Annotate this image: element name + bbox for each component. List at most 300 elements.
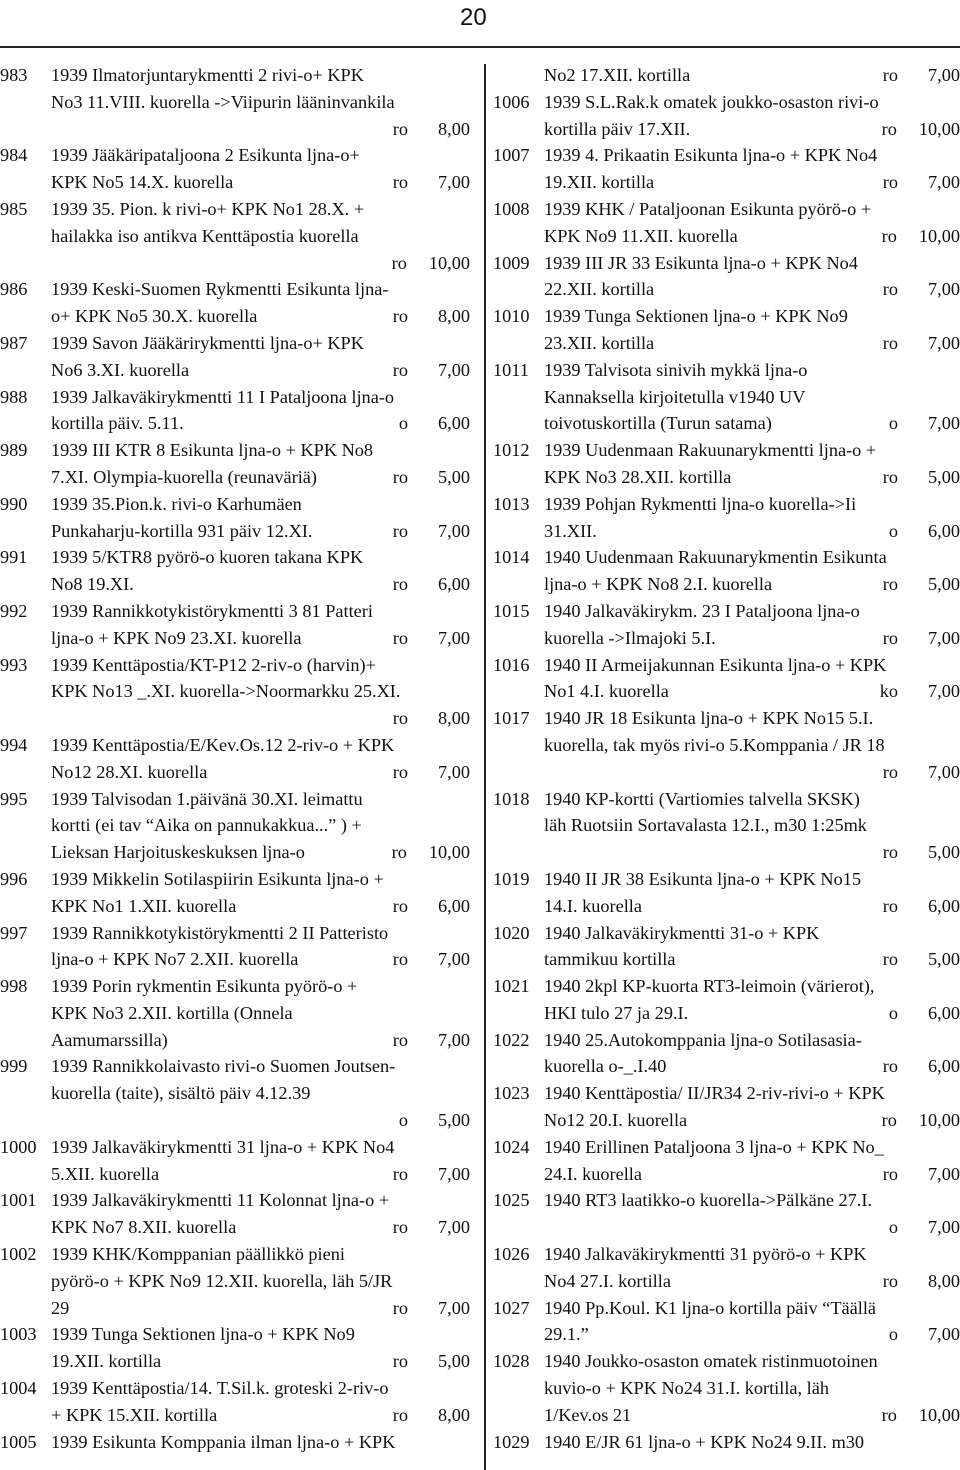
catalog-entry (0, 142, 470, 196)
entry-number: 986 (0, 279, 28, 300)
catalog-entry (493, 920, 960, 974)
entry-line-text: No6 3.XI. kuorella (51, 359, 190, 380)
entry-line-text: 1939 Pohjan Rykmentti ljna-o kuorella->Ii (544, 493, 857, 514)
catalog-entry (0, 330, 470, 384)
condition-code: ro (882, 842, 898, 863)
entry-description (51, 1429, 470, 1456)
entry-price (393, 1402, 470, 1429)
entry-price (880, 678, 960, 705)
entry-price (889, 410, 960, 437)
left-column (0, 62, 470, 1455)
entry-price (882, 223, 960, 250)
entry-line (544, 276, 960, 303)
catalog-entry (493, 1429, 960, 1456)
catalog-entry (493, 598, 960, 652)
price-value: 10,00 (428, 842, 470, 863)
entry-line (51, 1080, 470, 1107)
entry-line-text: 1940 II Armeijakunnan Esikunta ljna-o + KPK (544, 654, 887, 675)
entry-line (544, 866, 960, 893)
entry-price (393, 116, 470, 143)
entry-price (889, 1321, 960, 1348)
entry-description (544, 1429, 960, 1456)
entry-line (51, 518, 470, 545)
entry-number: 991 (0, 547, 28, 568)
catalog-entry (0, 1321, 470, 1375)
price-value: 5,00 (438, 466, 470, 487)
condition-code: o (398, 413, 408, 434)
entry-price (393, 1161, 470, 1188)
entry-line (544, 1402, 960, 1429)
catalog-entry (493, 1134, 960, 1188)
condition-code: ro (882, 1056, 898, 1077)
entry-line-text: 1939 Rannikkotykistörykmentti 3 81 Patteri (51, 600, 373, 621)
catalog-entry (0, 276, 470, 330)
catalog-entry (493, 1241, 960, 1295)
entry-line (51, 89, 470, 116)
condition-code: ro (881, 1110, 897, 1131)
entry-line-text: 1939 Savon Jääkärirykmentti ljna-o+ KPK (51, 332, 364, 353)
price-value: 7,00 (438, 627, 470, 648)
entry-line-text: 1939 Jalkaväkirykmentti 31 ljna-o + KPK No4 (51, 1136, 395, 1157)
entry-line-text: 1940 2kpl KP-kuorta RT3-leimoin (värierot), (544, 976, 875, 997)
entry-line (51, 759, 470, 786)
entry-line (544, 1348, 960, 1375)
entry-price (393, 571, 470, 598)
entry-number: 990 (0, 493, 28, 514)
entry-description (51, 652, 470, 732)
price-value: 7,00 (928, 413, 960, 434)
entry-line (544, 196, 960, 223)
price-value: 10,00 (918, 118, 960, 139)
entry-line (544, 384, 960, 411)
catalog-entry (0, 786, 470, 866)
entry-price (883, 1161, 960, 1188)
entry-line (51, 276, 470, 303)
entry-line (544, 544, 960, 571)
entry-line (544, 946, 960, 973)
price-value: 10,00 (918, 225, 960, 246)
entry-line-text: 1940 Kenttäpostia/ II/JR34 2-riv-rivi-o + KPK (544, 1083, 885, 1104)
entry-number: 1004 (0, 1378, 37, 1399)
entry-line (51, 1241, 470, 1268)
catalog-entry (493, 1187, 960, 1241)
page-number: 20 (460, 4, 487, 31)
entry-price (889, 518, 960, 545)
entry-description (544, 973, 960, 1027)
entry-number: 994 (0, 734, 28, 755)
entry-line (544, 571, 960, 598)
entry-price (393, 759, 470, 786)
entry-line-text: KPK No1 1.XII. kuorella (51, 895, 237, 916)
entry-number: 1002 (0, 1244, 37, 1265)
entry-price (392, 250, 470, 277)
price-value: 7,00 (928, 761, 960, 782)
price-value: 7,00 (438, 1217, 470, 1238)
catalog-entry (493, 357, 960, 437)
entry-line (544, 893, 960, 920)
entry-description (544, 142, 960, 196)
header-rule (0, 46, 960, 48)
entry-line-text: kortilla päiv 17.XII. (544, 118, 691, 139)
entry-price (883, 464, 960, 491)
catalog-entry (493, 437, 960, 491)
entry-price (393, 1214, 470, 1241)
price-value: 6,00 (438, 413, 470, 434)
condition-code: ro (392, 466, 408, 487)
catalog-entry (493, 1027, 960, 1081)
entry-line (51, 544, 470, 571)
entry-description (544, 1348, 960, 1428)
entry-number: 996 (0, 868, 28, 889)
entry-line-text: kuorella o-_.I.40 (544, 1056, 667, 1077)
entry-line (51, 303, 470, 330)
entry-line-text: Aamumarssilla) (51, 1029, 168, 1050)
entry-line-text: No2 17.XII. kortilla (544, 65, 691, 85)
entry-price (883, 1053, 960, 1080)
price-value: 7,00 (438, 1029, 470, 1050)
entry-line (544, 142, 960, 169)
entry-line-text: 1939 Keski-Suomen Rykmentti Esikunta ljna- (51, 279, 389, 300)
entry-price (399, 410, 470, 437)
entry-number: 1014 (493, 547, 530, 568)
entry-line (51, 839, 470, 866)
entry-number: 988 (0, 386, 28, 407)
entry-line (544, 116, 960, 143)
condition-code: o (888, 1002, 898, 1023)
entry-description (544, 89, 960, 143)
entry-price (883, 893, 960, 920)
entry-price (883, 839, 960, 866)
price-value: 6,00 (438, 574, 470, 595)
price-value: 7,00 (438, 520, 470, 541)
catalog-entry (493, 491, 960, 545)
condition-code: o (888, 1324, 898, 1345)
entry-line-text: 1940 Pp.Koul. K1 ljna-o kortilla päiv “Täällä (544, 1297, 877, 1318)
entry-number: 1013 (493, 493, 530, 514)
catalog-entry (0, 973, 470, 1053)
entry-price (882, 1402, 960, 1429)
condition-code: ro (881, 118, 897, 139)
entry-line-text: 1940 Uudenmaan Rakuunarykmentin Esikunta (544, 547, 887, 568)
entry-number: 1015 (493, 600, 530, 621)
entry-line (51, 142, 470, 169)
entry-line-text: HKI tulo 27 ja 29.I. (544, 1002, 689, 1023)
entry-line-text: 1939 Kenttäpostia/14. T.Sil.k. groteski 2-riv-o (51, 1378, 389, 1399)
entry-description (544, 866, 960, 920)
entry-description (544, 1241, 960, 1295)
entry-description (51, 196, 470, 276)
price-value: 7,00 (438, 1163, 470, 1184)
entry-line (51, 1375, 470, 1402)
entry-number: 989 (0, 440, 28, 461)
entry-line (544, 330, 960, 357)
entry-line (51, 1295, 470, 1322)
price-value: 7,00 (928, 172, 960, 193)
condition-code: o (888, 520, 898, 541)
entry-line (51, 1402, 470, 1429)
entry-price (883, 330, 960, 357)
entry-price (393, 705, 470, 732)
entry-line (544, 1134, 960, 1161)
entry-line (544, 1027, 960, 1054)
entry-line (544, 1000, 960, 1027)
entry-number: 1012 (493, 440, 530, 461)
entry-description (544, 1295, 960, 1349)
catalog-entry (0, 652, 470, 732)
condition-code: o (398, 1110, 408, 1131)
price-value: 5,00 (928, 949, 960, 970)
price-value: 7,00 (928, 65, 960, 85)
condition-code: ro (881, 1404, 897, 1425)
catalog-entry (0, 1134, 470, 1188)
catalog-entry (493, 652, 960, 706)
entry-number: 1017 (493, 708, 530, 729)
entry-line (51, 973, 470, 1000)
catalog-entry (493, 89, 960, 143)
entry-line-text: 1940 Jalkaväkirykm. 23 I Pataljoona ljna-o (544, 600, 860, 621)
entry-line (51, 1027, 470, 1054)
entry-line-text: 1939 III KTR 8 Esikunta ljna-o + KPK No8 (51, 440, 374, 461)
condition-code: ro (392, 708, 408, 729)
entry-description (51, 544, 470, 598)
entry-description (544, 62, 960, 89)
entry-price (883, 571, 960, 598)
entry-line (51, 1321, 470, 1348)
entry-line-text: 1939 35. Pion. k rivi-o+ KPK No1 28.X. + (51, 198, 365, 219)
entry-line (51, 1161, 470, 1188)
entry-line-text: 5.XII. kuorella (51, 1163, 160, 1184)
entry-number: 1006 (493, 91, 530, 112)
entry-number: 995 (0, 788, 28, 809)
entry-line (544, 678, 960, 705)
entry-line (544, 1295, 960, 1322)
condition-code: ro (392, 1297, 408, 1318)
entry-line-text: KPK No5 14.X. kuorella (51, 172, 234, 193)
entry-line-text: 23.XII. kortilla (544, 332, 655, 353)
entry-description (544, 652, 960, 706)
entry-line-text: 1940 E/JR 61 ljna-o + KPK No24 9.II. m30 (544, 1431, 865, 1452)
catalog-entry (0, 1429, 470, 1456)
catalog-entry (493, 786, 960, 866)
entry-line-text: + KPK 15.XII. kortilla (51, 1404, 218, 1425)
condition-code: ko (879, 681, 898, 702)
condition-code: ro (881, 225, 897, 246)
entry-line-text: 29 (51, 1297, 70, 1318)
entry-line-text: KPK No3 2.XII. kortilla (Onnela (51, 1002, 293, 1023)
price-value: 6,00 (928, 1002, 960, 1023)
entry-line-text: No12 20.I. kuorella (544, 1110, 688, 1131)
entry-line (51, 357, 470, 384)
entry-line (51, 678, 470, 705)
entry-description (51, 1053, 470, 1133)
entry-price (883, 169, 960, 196)
entry-line-text: 14.I. kuorella (544, 895, 642, 916)
entry-line-text: hailakka iso antikva Kenttäpostia kuorella (51, 225, 359, 246)
entry-number: 999 (0, 1056, 28, 1077)
entry-line (51, 1214, 470, 1241)
entry-line-text: 1939 KHK / Pataljoonan Esikunta pyörö-o + (544, 198, 872, 219)
price-value: 7,00 (438, 1297, 470, 1318)
condition-code: ro (392, 172, 408, 193)
entry-description (544, 1080, 960, 1134)
entry-line-text: 1939 III JR 33 Esikunta ljna-o + KPK No4 (544, 252, 858, 273)
entry-line-text: 31.XII. (544, 520, 597, 541)
entry-line-text: läh Ruotsiin Sortavalasta 12.I., m30 1:25mk (544, 815, 867, 836)
entry-line-text: 19.XII. kortilla (544, 172, 655, 193)
entry-number (493, 62, 544, 89)
price-value: 8,00 (438, 708, 470, 729)
catalog-entry (493, 196, 960, 250)
entry-price (883, 759, 960, 786)
catalog-entry (0, 920, 470, 974)
entry-description (544, 920, 960, 974)
entry-number: 1005 (0, 1431, 37, 1452)
entry-line (544, 518, 960, 545)
catalog-entry (493, 705, 960, 785)
entry-line-text: 24.I. kuorella (544, 1163, 642, 1184)
entry-line-text: 1940 Joukko-osaston omatek ristinmuotoinen (544, 1351, 878, 1372)
entry-description (51, 62, 470, 142)
entry-line (544, 732, 960, 759)
condition-code: ro (392, 761, 408, 782)
condition-code: ro (392, 1351, 408, 1372)
entry-line (544, 705, 960, 732)
entry-price (393, 1027, 470, 1054)
column-divider (484, 64, 486, 1470)
entry-line-text: No4 27.I. kortilla (544, 1270, 671, 1291)
entry-line-text: kortilla päiv. 5.11. (51, 413, 184, 434)
entry-number: 997 (0, 922, 28, 943)
entry-line (51, 866, 470, 893)
price-value: 6,00 (928, 520, 960, 541)
catalog-entry (0, 866, 470, 920)
entry-description (51, 276, 470, 330)
entry-line (544, 1187, 960, 1214)
right-column (493, 62, 960, 1455)
price-value: 7,00 (438, 761, 470, 782)
entry-line (51, 571, 470, 598)
entry-line (51, 437, 470, 464)
entry-price (882, 1107, 960, 1134)
catalog-entry (493, 142, 960, 196)
price-value: 6,00 (928, 1056, 960, 1077)
entry-line-text: 1939 Jääkäripataljoona 2 Esikunta ljna-o+ (51, 145, 360, 166)
catalog-entry (493, 62, 960, 89)
entry-description (51, 1375, 470, 1429)
price-value: 6,00 (928, 895, 960, 916)
catalog-entry (493, 303, 960, 357)
entry-line (51, 62, 470, 89)
entry-price (393, 464, 470, 491)
entry-line (544, 1080, 960, 1107)
condition-code: ro (882, 895, 898, 916)
entry-description (544, 786, 960, 866)
entry-line-text: No12 28.XI. kuorella (51, 761, 208, 782)
condition-code: ro (882, 279, 898, 300)
entry-price (883, 946, 960, 973)
entry-line (51, 732, 470, 759)
entry-line-text: 7.XI. Olympia-kuorella (reunaväriä) (51, 466, 317, 487)
entry-line-text: 1939 Jalkaväkirykmentti 11 I Pataljoona ljna-o (51, 386, 395, 407)
price-value: 10,00 (428, 252, 470, 273)
entry-line (51, 625, 470, 652)
entry-number: 1028 (493, 1351, 530, 1372)
entry-description (51, 866, 470, 920)
price-value: 5,00 (438, 1110, 470, 1131)
entry-description (51, 384, 470, 438)
entry-number: 985 (0, 198, 28, 219)
condition-code: ro (392, 1029, 408, 1050)
entry-line (544, 1107, 960, 1134)
entry-line (544, 1429, 960, 1456)
entry-description (544, 1187, 960, 1241)
entry-description (51, 732, 470, 786)
condition-code: ro (392, 306, 408, 327)
entry-line-text: 22.XII. kortilla (544, 279, 655, 300)
condition-code: ro (882, 65, 898, 85)
entry-line (544, 250, 960, 277)
entry-number: 1007 (493, 145, 530, 166)
entry-number: 1026 (493, 1244, 530, 1265)
entry-line (544, 652, 960, 679)
entry-line-text: KPK No3 28.XII. kortilla (544, 466, 732, 487)
entry-line (51, 1187, 470, 1214)
entry-price (393, 946, 470, 973)
entry-line (51, 1268, 470, 1295)
entry-line (51, 598, 470, 625)
price-value: 5,00 (928, 466, 960, 487)
entry-line (51, 491, 470, 518)
entry-line-text: 1940 JR 18 Esikunta ljna-o + KPK No15 5.I. (544, 708, 874, 729)
entry-line-text: 1939 Tunga Sektionen ljna-o + KPK No9 (51, 1324, 355, 1345)
price-value: 10,00 (918, 1404, 960, 1425)
entry-line (51, 1348, 470, 1375)
catalog-entry (0, 491, 470, 545)
entry-line-text: 1939 Porin rykmentin Esikunta pyörö-o + (51, 976, 358, 997)
entry-line-text: 1939 Rannikkolaivasto rivi-o Suomen Joutsen- (51, 1056, 396, 1077)
price-value: 8,00 (438, 118, 470, 139)
price-value: 6,00 (438, 895, 470, 916)
entry-line-text: No3 11.VIII. kuorella ->Viipurin lääninvankila (51, 91, 395, 112)
entry-line (51, 946, 470, 973)
condition-code: ro (392, 520, 408, 541)
entry-line (544, 1321, 960, 1348)
entry-line-text: 1940 Jalkaväkirykmentti 31 pyörö-o + KPK (544, 1244, 867, 1265)
price-value: 8,00 (438, 306, 470, 327)
entry-price (393, 303, 470, 330)
entry-line-text: kuorella ->Ilmajoki 5.I. (544, 627, 716, 648)
entry-number: 1010 (493, 306, 530, 327)
price-value: 7,00 (928, 1324, 960, 1345)
entry-number: 1027 (493, 1297, 530, 1318)
entry-line-text: toivotuskortilla (Turun satama) (544, 413, 772, 434)
condition-code: ro (392, 949, 408, 970)
entry-line-text: 1939 Mikkelin Sotilaspiirin Esikunta ljna-o + (51, 868, 384, 889)
entry-line-text: KPK No9 11.XII. kuorella (544, 225, 738, 246)
entry-number: 1025 (493, 1190, 530, 1211)
entry-line (51, 464, 470, 491)
entry-line (544, 598, 960, 625)
entry-line-text: kuorella, tak myös rivi-o 5.Komppania / JR 18 (544, 734, 885, 755)
entry-number: 992 (0, 600, 28, 621)
entry-number: 984 (0, 145, 28, 166)
entry-line (544, 437, 960, 464)
entry-description (51, 1321, 470, 1375)
entry-price (883, 625, 960, 652)
entry-number: 1016 (493, 654, 530, 675)
condition-code: ro (392, 1217, 408, 1238)
entry-description (544, 1134, 960, 1188)
